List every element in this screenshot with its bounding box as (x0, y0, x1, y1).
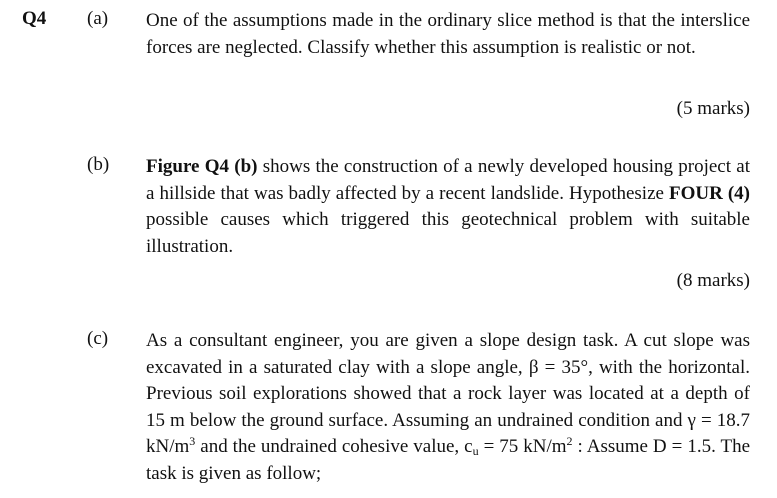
part-b-text-1: shows the construction of a newly developed housing project at a hillside that was badly affected by a recent landslide. Hypothesize (146, 156, 750, 204)
part-c-text-4: : Assume D = 1.5. The task is given as follow; (146, 436, 750, 484)
cohesion-subscript: u (472, 444, 479, 458)
part-c-text (146, 328, 750, 487)
part-c-text-1: As a consultant engineer, you are given a slope design task. A cut slope was excavated in a saturated clay with a slope angle, β = 35°, with the horizontal. Previous soil explorations showed that a rock layer was located at a depth of 15 m below the ground surface. Assuming an undrained condition and γ = 18.7 kN/m (146, 330, 750, 457)
part-b-emphasis: FOUR (4) (668, 182, 750, 204)
part-b-label: (b) (87, 154, 110, 175)
part-a-label: (a) (87, 8, 109, 29)
part-c-text-3: = 75 kN/m (478, 436, 567, 457)
unit-exponent-3: 3 (189, 434, 196, 448)
part-c-label: (c) (87, 328, 109, 349)
part-c-text-2: and the undrained cohesive value, c (195, 436, 473, 457)
part-b-marks: (8 marks) (676, 270, 750, 291)
part-a-marks: (5 marks) (676, 98, 750, 119)
part-b-text (146, 154, 750, 260)
figure-reference: Figure Q4 (b) (146, 156, 258, 177)
part-a-text: One of the assumptions made in the ordinary slice method is that the interslice forces are neglected. Classify whether this assumption is realistic or not. (146, 10, 750, 58)
part-b-text-2: possible causes which triggered this geotechnical problem with suitable illustration. (146, 209, 750, 257)
question-number: Q4 (22, 8, 47, 29)
unit-exponent-2: 2 (566, 434, 573, 448)
